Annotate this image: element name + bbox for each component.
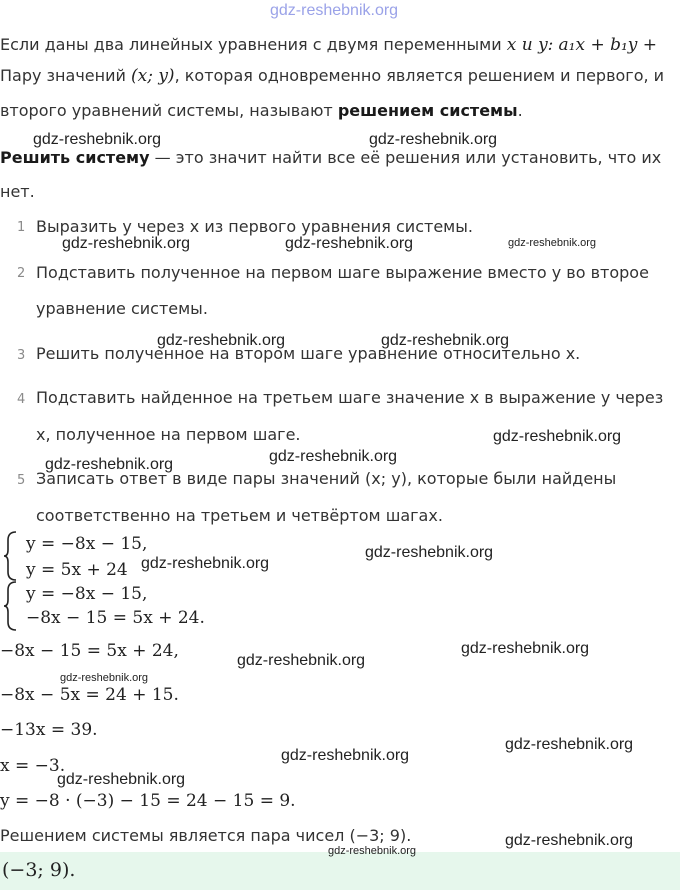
solution-line-2: −8x − 5x = 24 + 15. <box>0 685 179 705</box>
watermark: gdz-reshebnik.org <box>281 747 410 764</box>
watermark: gdz-reshebnik.org <box>60 672 149 684</box>
step-number: 1 <box>17 220 26 235</box>
watermark: gdz-reshebnik.org <box>269 448 398 465</box>
intro-pair: (x; y) <box>130 66 175 86</box>
watermark: gdz-reshebnik.org <box>62 235 191 252</box>
step-number: 2 <box>17 266 26 281</box>
watermark: gdz-reshebnik.org <box>505 736 634 753</box>
intro-line-2 <box>0 66 664 86</box>
watermark: gdz-reshebnik.org <box>328 845 417 857</box>
step-4-text: Подставить найденное на третьем шаге значение x в выражение y через <box>36 388 664 407</box>
step-number: 3 <box>17 348 26 363</box>
watermark: gdz-reshebnik.org <box>33 131 162 148</box>
system-1-eq-1: y = −8x − 15, <box>26 534 148 554</box>
answer-value: (−3; 9). <box>2 859 76 881</box>
step-3-text: Решить полученное на втором шаге уравнение относительно x. <box>36 344 581 363</box>
watermark: gdz-reshebnik.org <box>45 456 174 473</box>
step-5-text: Записать ответ в виде пары значений (x; y), которые были найдены <box>36 469 617 488</box>
solution-line-3: −13x = 39. <box>0 720 98 740</box>
watermark: gdz-reshebnik.org <box>461 640 590 657</box>
step-2-text: Подставить полученное на первом шаге выражение вместо y во второе <box>36 263 649 282</box>
definition-line-1 <box>0 148 661 167</box>
intro-text-3-end: . <box>517 101 523 120</box>
step-1-text: Выразить y через x из первого уравнения системы. <box>36 217 473 236</box>
intro-formula: a₁x + b₁y + <box>558 35 658 55</box>
system-brace-2 <box>2 580 20 632</box>
step-2-text-cont: уравнение системы. <box>36 299 208 318</box>
step-number: 5 <box>17 473 26 488</box>
solution-line-5: y = −8 · (−3) − 15 = 24 − 15 = 9. <box>0 791 296 811</box>
intro-text-3: второго уравнений системы, называют <box>0 101 333 120</box>
step-4-text-cont: x, полученное на первом шаге. <box>36 425 301 444</box>
definition-line-2: нет. <box>0 182 35 201</box>
watermark: gdz-reshebnik.org <box>505 832 634 849</box>
watermark: gdz-reshebnik.org <box>57 771 186 788</box>
step-number: 4 <box>17 392 26 407</box>
watermark: gdz-reshebnik.org <box>493 428 622 445</box>
watermark: gdz-reshebnik.org <box>381 332 510 349</box>
watermark: gdz-reshebnik.org <box>369 131 498 148</box>
solution-line-4: x = −3. <box>0 756 66 776</box>
solution-line-1: −8x − 15 = 5x + 24, <box>0 641 179 661</box>
intro-text-2a: Пару значений <box>0 66 126 85</box>
term-solve-system: Решить систему <box>0 148 150 167</box>
watermark: gdz-reshebnik.org <box>508 237 597 249</box>
intro-text-1: Если даны два линейных уравнения с двумя переменными <box>0 35 502 54</box>
intro-vars: x и y: <box>506 35 554 55</box>
system-brace-1 <box>2 530 20 582</box>
intro-line-3 <box>0 101 523 120</box>
intro-text-2b: , которая одновременно является решением и первого, и <box>174 66 665 85</box>
watermark: gdz-reshebnik.org <box>237 652 366 669</box>
intro-line-1 <box>0 35 657 55</box>
watermark: gdz-reshebnik.org <box>141 555 270 572</box>
watermark: gdz-reshebnik.org <box>285 235 414 252</box>
definition-text: — это значит найти все её решения или установить, что их <box>149 148 662 167</box>
system-2-eq-1: y = −8x − 15, <box>26 584 148 604</box>
watermark: gdz-reshebnik.org <box>365 544 494 561</box>
answer-box <box>0 852 680 890</box>
conclusion-text: Решением системы является пара чисел (−3; 9). <box>0 826 412 845</box>
watermark: gdz-reshebnik.org <box>157 332 286 349</box>
system-1-eq-2: y = 5x + 24 <box>26 560 128 580</box>
header-site-watermark[interactable]: gdz-reshebnik.org <box>270 2 399 19</box>
system-2-eq-2: −8x − 15 = 5x + 24. <box>26 608 205 628</box>
term-solution-of-system: решением системы <box>337 101 518 120</box>
step-5-text-cont: соответственно на третьем и четвёртом шагах. <box>36 506 443 525</box>
